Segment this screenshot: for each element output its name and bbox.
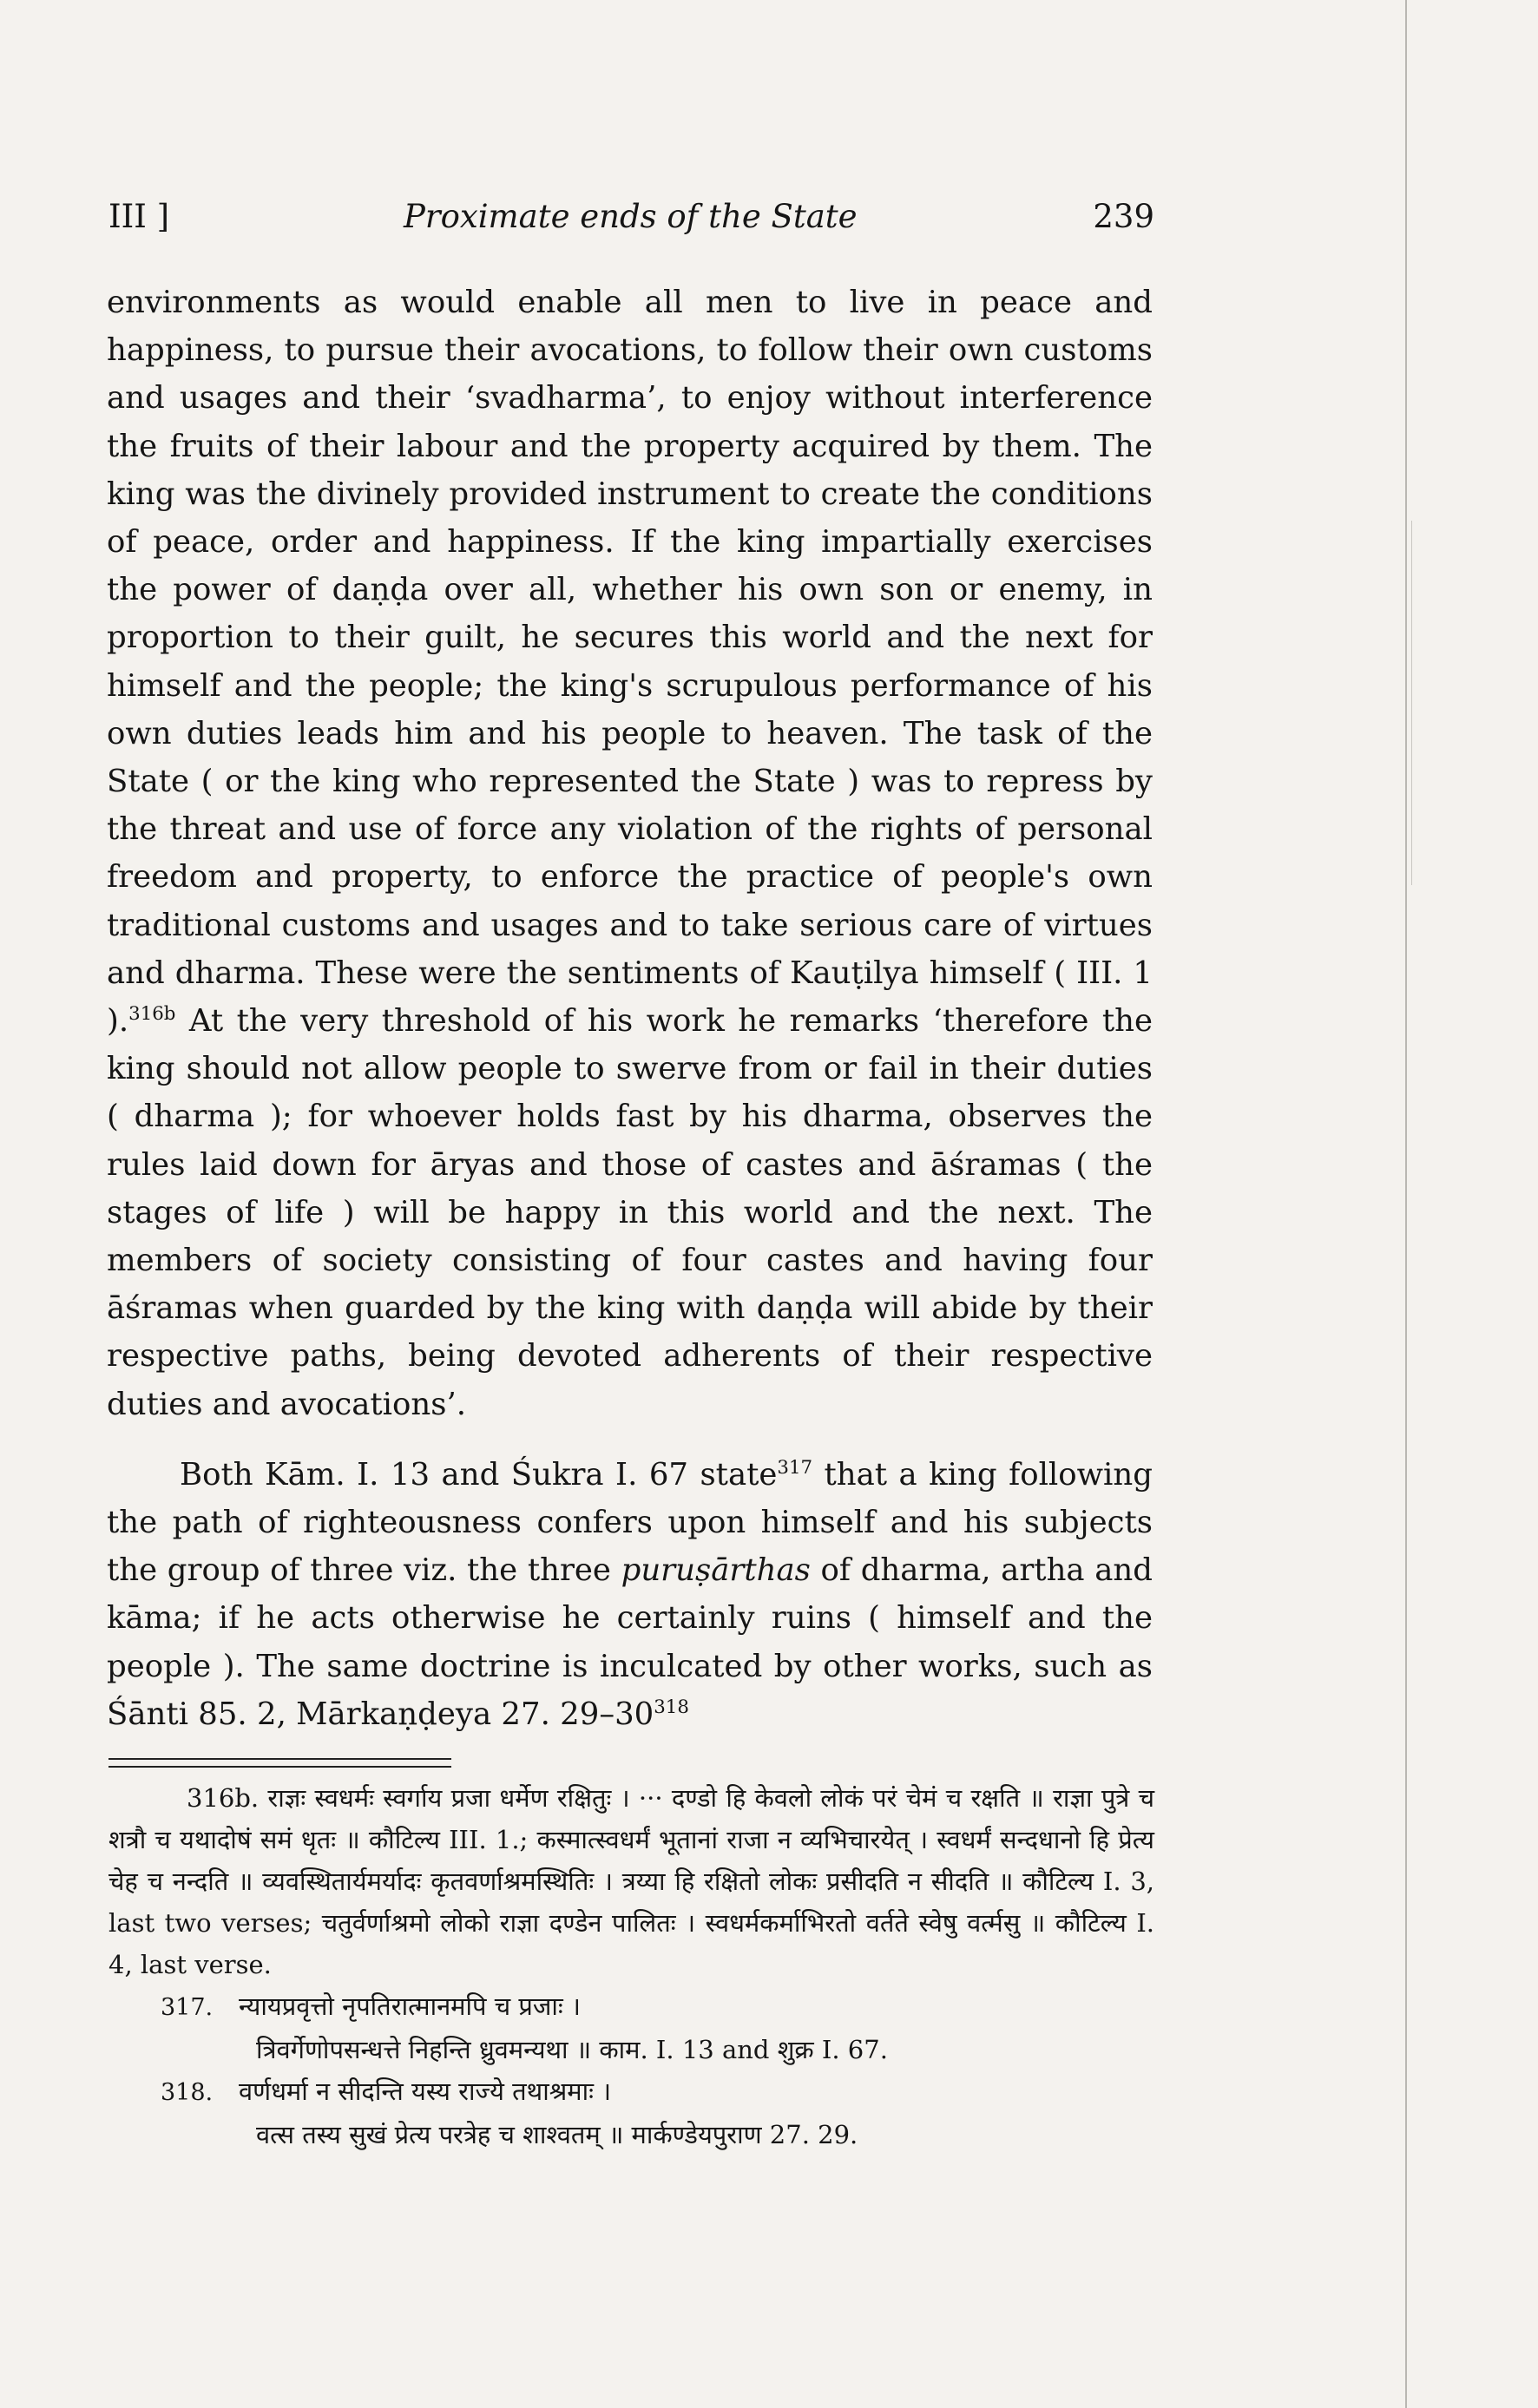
paragraph-1-tail: At the very threshold of his work he remarks ‘therefore the king should not allow people to swerve from or fail in their duties ( dharma ); for whoever holds fast by his dharma, observes the rules laid down for āryas and those of castes and āśramas ( the stages of life ) will be happy in this world and the next. The members of society consisting of four castes and having four āśramas when guarded by the king with daṇḍa will abide by their respective paths, being devoted adherents of their respective duties and avocations’.: [107, 1003, 1153, 1422]
footnote-317-label: 317.: [161, 1994, 214, 2021]
footnote-ref-316b: 316b: [128, 1003, 176, 1026]
footnote-317: [108, 1985, 1154, 2029]
chapter-marker: III ]: [108, 198, 170, 235]
footnote-ref-318: 318: [654, 1696, 689, 1719]
paragraph-1: [107, 279, 1153, 1428]
footnote-317-cont: [108, 2029, 1154, 2070]
purusarthas-term: puruṣārthas: [621, 1552, 811, 1589]
paragraph-2: [107, 1451, 1153, 1738]
page-edge-rule-inner: [1411, 521, 1412, 885]
footnote-318: [108, 2070, 1154, 2114]
running-header: [108, 198, 1154, 250]
footnote-316b: [108, 1777, 1154, 1985]
footnote-318-line2: वत्स तस्य सुखं प्रेत्य परत्रेह च शाश्वतम् ॥ मार्कण्डेयपुराण 27. 29.: [256, 2120, 858, 2149]
paragraph-1-text: environments as would enable all men to live in peace and happiness, to pursue their avocations, to follow their own customs and usages and their ‘svadharma’, to enjoy without interference the fruits of their labour and the property acquired by them. The king was the divinely provided instrument to create the conditions of peace, order and happiness. If the king impartially exercises the power of daṇḍa over all, whether his own son or enemy, in proportion to their guilt, he secures this world and the next for himself and the people; the king's scrupulous performance of his own duties leads him and his people to heaven. The task of the State ( or the king who represented the State ) was to repress by the threat and use of force any violation of the rights of personal freedom and property, to enforce the practice of people's own traditional customs and usages and to take serious care of virtues and dharma. These were the sentiments of Kauṭilya himself ( III. 1 ).: [107, 285, 1153, 1040]
footnote-318-line1: वर्णधर्मा न सीदन्ति यस्य राज्ये तथाश्रमाः ।: [239, 2077, 612, 2106]
paragraph-2-a: Both Kām. I. 13 and Śukra I. 67 state: [180, 1456, 778, 1493]
main-text: [107, 279, 1153, 1738]
page-edge-rule: [1405, 0, 1407, 2408]
footnote-317-line1: न्यायप्रवृत्तो नृपतिरात्मानमपि च प्रजाः ।: [239, 1991, 581, 2021]
footnote-separator: [108, 1758, 451, 1768]
page-number: 239: [1093, 198, 1154, 235]
footnote-318-label: 318.: [161, 2079, 214, 2106]
paragraph-2-c: of dharma, artha and kāma; if he acts otherwise he certainly ruins ( himself and the people ). The same doctrine is inculcated by other works, such as Śānti 85. 2, Mārkaṇḍeya 27. 29–30: [107, 1552, 1153, 1732]
footnote-317-line2: त्रिवर्गेणोपसन्धत्ते निहन्ति ध्रुवमन्यथा ॥ काम. I. 13 and शुक्र I. 67.: [256, 2035, 888, 2064]
footnote-318-cont: [108, 2114, 1154, 2155]
footnotes: [108, 1777, 1154, 2155]
paragraph-2-b: that a king following the path of righteousness confers upon himself and his subjects the group of three viz. the three: [107, 1456, 1153, 1589]
running-title: Proximate ends of the State: [404, 198, 858, 235]
footnote-316b-label: 316b.: [187, 1783, 260, 1813]
footnote-ref-317: 317: [777, 1457, 813, 1480]
footnote-316b-text: राज्ञः स्वधर्मः स्वर्गाय प्रजा धर्मेण रक्षितुः । ··· दण्डो हि केवलो लोकं परं चेमं च रक्षति ॥ राज्ञा पुत्रे च शत्रौ च यथादोषं समं धृतः ॥ कौटिल्य III. 1.; कस्मात्स्वधर्मं भूतानां राजा न व्यभिचारयेत् । स्वधर्मं सन्दधानो हि प्रेत्य चेह च नन्दति ॥ व्यवस्थितार्यमर्यादः कृतवर्णाश्रमस्थितिः । त्रय्या हि रक्षितो लोकः प्रसीदति न सीदति ॥ कौटिल्य I. 3, last two verses; चतुर्वर्णाश्रमो लोको राज्ञा दण्डेन पालितः । स्वधर्मकर्माभिरतो वर्तते स्वेषु वर्त्मसु ॥ कौटिल्य I. 4, last verse.: [108, 1783, 1154, 1979]
